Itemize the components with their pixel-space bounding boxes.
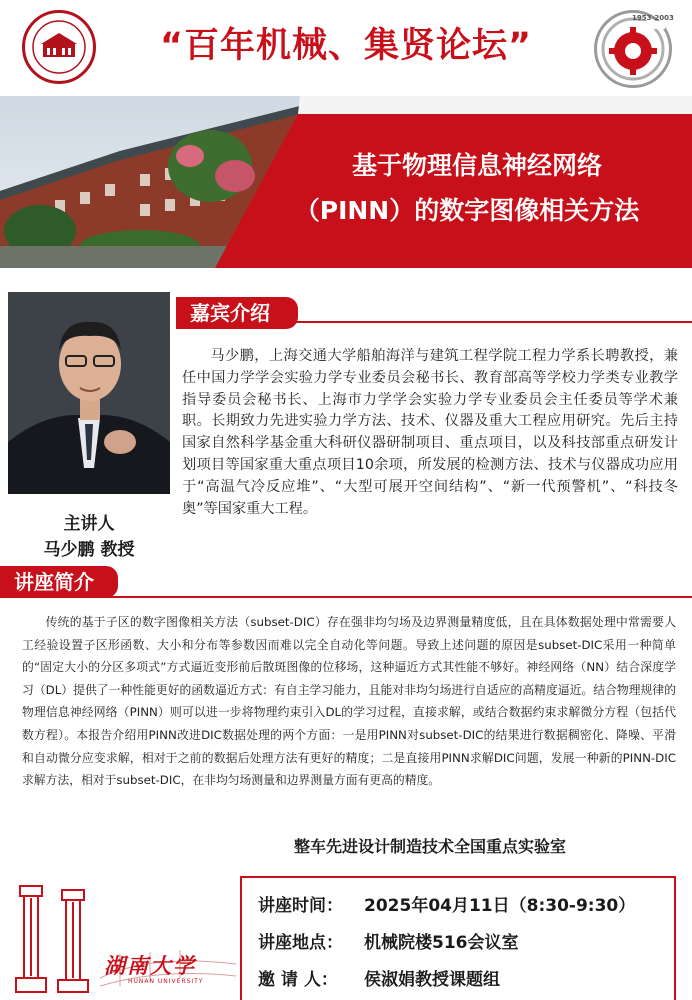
lecture-host-label: 邀 请 人： — [258, 970, 338, 990]
lecture-time-label: 讲座时间： — [258, 896, 343, 916]
lecture-place-value: 机械院楼516会议室 — [364, 933, 519, 953]
university-logo — [22, 10, 96, 84]
school-logo-calligraphy: 湖南大学 — [104, 954, 196, 978]
speaker-bio: 马少鹏，上海交通大学船舶海洋与建筑工程学院工程力学系长聘教授，兼任中国力学学会实验力学专业委员会秘书长、教育部高等学校力学类专业教学指导委员会秘书长、上海市力学学会实验力学专业委员会主任委员等学术兼职。长期致力先进实验力学方法、技术、仪器及重大工程应用研究。先后主持国家自然科学基金重大科研仪器研制项目、重点项目，以及科技部重点研发计划项目等国家重大重点项目10余项，所发展的检测方法、技术与仪器成功应用于“高温气冷反应堆”、“大型可展开空间结构”、“新一代预警机”、“科技冬奥”等国家重大工程。 — [182, 348, 678, 517]
forum-slogan: “百年机械、集贤论坛” — [159, 26, 532, 66]
lecture-abstract: 传统的基于子区的数字图像相关方法（subset-DIC）存在强非均匀场及边界测量精度低，且在具体数据处理中常需要人工经验设置子区形函数、大小和分布等参数因而难以完全自动化等问题。导致上述问题的原因是subset-DIC采用一种简单的“固定大小的分区多项式”方式逼近变形前后散斑图像的位移场，这种逼近方式其性能不够好。神经网络（NN）结合深度学习（DL）提供了一种性能更好的函数逼近方式：有自主学习能力，且能对非均匀场进行自适应的高精度逼近。结合物理规律的物理信息神经网络（PINN）则可以进一步将物理约束引入DL的学习过程，直接求解，或结合数据约束求解微分方程（包括代数方程）。本报告介绍用PINN改进DIC数据处理的两个方面：一是用PINN对subset-DIC的结果进行数据稠密化、降噪、平滑和自动微分应变求解，相对于之前的数据后处理方法有更好的精度；二是直接用PINN求解DIC问题，发展一种新的PINN-DIC求解方法，相对于subset-DIC，在非均匀场测量和边界测量方面有更高的精度。 — [22, 615, 676, 788]
college-logo-years: 1953-2003 — [632, 14, 674, 22]
lecture-title-line2: （PINN）的数字图像相关方法 — [294, 196, 640, 225]
lecture-place-label: 讲座地点： — [258, 933, 343, 953]
school-logo-english: HUNAN UNIVERSITY — [128, 978, 204, 985]
lecture-host-value: 侯淑娟教授课题组 — [364, 970, 500, 990]
lecture-title-line1: 基于物理信息神经网络 — [351, 151, 602, 180]
speaker-name: 马少鹏 教授 — [43, 540, 135, 560]
lecture-host-row — [258, 965, 678, 990]
banner-graphic — [0, 96, 692, 268]
guest-section-title: 嘉宾介绍 — [190, 301, 270, 325]
lecture-time-value: 2025年04月11日（8:30-9:30） — [364, 896, 636, 916]
university-seal-icon — [25, 13, 93, 81]
lecture-time-row — [258, 891, 678, 916]
lecture-place-row — [258, 928, 678, 953]
speaker-label: 主讲人 — [63, 514, 115, 534]
lab-name: 整车先进设计制造技术全国重点实验室 — [293, 837, 566, 856]
campus-line-art — [0, 868, 240, 1000]
speaker-photo — [8, 292, 170, 494]
lecture-section-title: 讲座简介 — [14, 570, 94, 594]
gear-emblem-icon — [597, 13, 669, 85]
lecture-section-tab — [0, 566, 118, 598]
guest-section-tab — [176, 297, 298, 329]
